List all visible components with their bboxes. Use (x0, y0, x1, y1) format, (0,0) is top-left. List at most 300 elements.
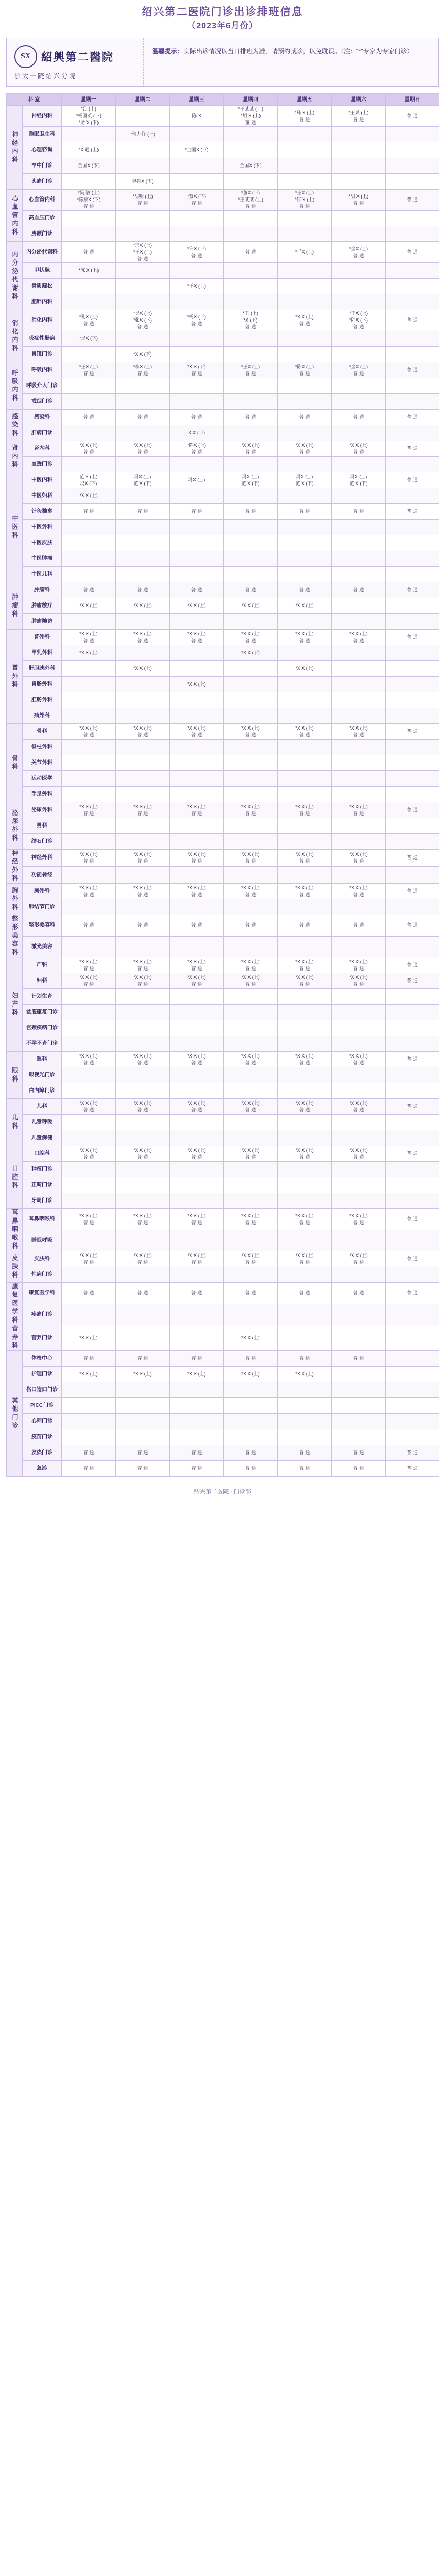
table-row (7, 582, 439, 598)
notice (144, 38, 438, 86)
table-row (7, 1020, 439, 1036)
category-cell: 神经外科 (7, 850, 23, 884)
schedule-cell (62, 567, 116, 582)
schedule-cell (386, 677, 439, 692)
schedule-cell (386, 294, 439, 310)
schedule-cell: 普 通 (62, 410, 116, 425)
schedule-cell: *X X (上) 普 通 (116, 884, 170, 899)
schedule-cell (332, 1398, 386, 1414)
schedule-cell: 普 通 (332, 915, 386, 937)
table-row (7, 1036, 439, 1052)
schedule-cell (62, 1304, 116, 1325)
schedule-cell: *金X (上) 普 通 (332, 242, 386, 263)
department-cell[interactable]: 中医肿瘤 (23, 551, 62, 567)
department-cell[interactable]: 眼科 (23, 1052, 62, 1067)
schedule-cell: *王X (上) 普 通 (62, 362, 116, 378)
schedule-cell (386, 598, 439, 614)
schedule-cell: *X 通 (上) (62, 142, 116, 158)
schedule-cell: 普 通 (386, 1283, 439, 1304)
department-cell[interactable]: 戒烟门诊 (23, 394, 62, 410)
schedule-cell: *金国X (下) (170, 142, 224, 158)
schedule-cell (278, 614, 332, 630)
department-cell[interactable]: 肾内科 (23, 441, 62, 457)
department-cell[interactable]: 体检中心 (23, 1351, 62, 1367)
schedule-cell: *X X (上) 普 通 (62, 850, 116, 867)
table-row (7, 787, 439, 802)
table-row (7, 1162, 439, 1177)
department-cell[interactable]: 消化内科 (23, 310, 62, 331)
department-cell[interactable]: 激光美容 (23, 936, 62, 957)
department-cell[interactable]: 营养门诊 (23, 1325, 62, 1351)
schedule-cell (386, 1193, 439, 1209)
schedule-cell: *X X (上) 普 通 (332, 1052, 386, 1067)
department-cell[interactable]: 盆底康复门诊 (23, 1005, 62, 1020)
department-cell[interactable]: 护理门诊 (23, 1367, 62, 1382)
department-cell[interactable]: 疫苗门诊 (23, 1429, 62, 1445)
schedule-cell (62, 378, 116, 394)
schedule-cell (224, 771, 278, 787)
department-cell[interactable]: 发热门诊 (23, 1445, 62, 1461)
department-cell[interactable]: 伤口造口门诊 (23, 1382, 62, 1398)
schedule-cell (386, 211, 439, 226)
department-cell[interactable]: 牙周门诊 (23, 1193, 62, 1209)
department-cell[interactable]: 针灸推拿 (23, 504, 62, 520)
schedule-cell: 普 通 (170, 410, 224, 425)
schedule-cell (116, 771, 170, 787)
department-cell[interactable]: 疼痛门诊 (23, 1304, 62, 1325)
department-cell[interactable]: 儿科 (23, 1099, 62, 1115)
schedule-cell (116, 535, 170, 551)
table-row (7, 347, 439, 362)
schedule-cell: 普 通 (386, 310, 439, 331)
schedule-cell: 普 通 (386, 242, 439, 263)
department-cell[interactable]: 肿瘤科 (23, 582, 62, 598)
schedule-cell: 普 通 (224, 1283, 278, 1304)
department-cell[interactable]: 肝胆胰外科 (23, 661, 62, 677)
department-cell[interactable]: 呼吸内科 (23, 362, 62, 378)
department-cell[interactable]: 骨科 (23, 724, 62, 740)
department-cell[interactable]: 不孕不育门诊 (23, 1036, 62, 1052)
schedule-cell: 范 X (上) 冯X (下) (62, 472, 116, 488)
schedule-cell: 普 通 (278, 1445, 332, 1461)
schedule-cell (224, 1115, 278, 1130)
schedule-cell: *X X (上) 普 通 (62, 884, 116, 899)
schedule-cell (224, 1130, 278, 1146)
schedule-cell (170, 818, 224, 834)
schedule-cell: *毛X (上) (278, 242, 332, 263)
table-row (7, 1005, 439, 1020)
schedule-cell: *X X (上) 普 通 (332, 441, 386, 457)
table-row (7, 1351, 439, 1367)
schedule-cell (116, 740, 170, 755)
department-cell[interactable]: 卒中门诊 (23, 158, 62, 174)
schedule-cell: *X X (上) 普 通 (278, 973, 332, 989)
department-cell[interactable]: 正畸门诊 (23, 1177, 62, 1193)
department-cell[interactable]: 骨质疏松 (23, 279, 62, 294)
schedule-cell (224, 535, 278, 551)
department-cell[interactable]: 甲乳外科 (23, 645, 62, 661)
department-cell[interactable]: 头痛门诊 (23, 174, 62, 190)
schedule-cell (332, 740, 386, 755)
schedule-cell (278, 936, 332, 957)
schedule-cell: *X X (上) 普 通 (224, 1209, 278, 1230)
schedule-cell (386, 936, 439, 957)
schedule-cell: *X X (上) 普 通 (332, 1209, 386, 1230)
schedule-cell: 普 通 (278, 504, 332, 520)
schedule-cell: *陈X (上) 普 通 (278, 362, 332, 378)
schedule-cell: *X X (上) 普 通 (116, 724, 170, 740)
schedule-cell (62, 866, 116, 884)
department-cell[interactable]: 宫颈疾病门诊 (23, 1020, 62, 1036)
department-cell[interactable]: 中医内科 (23, 472, 62, 488)
department-cell[interactable]: 呼吸介入门诊 (23, 378, 62, 394)
schedule-cell: 普 通 (62, 1445, 116, 1461)
schedule-cell: *X X (上) 普 通 (116, 1251, 170, 1267)
schedule-cell: *X X (上) 普 通 (170, 1251, 224, 1267)
page-header (0, 0, 445, 32)
department-cell[interactable]: 耳鼻咽喉科 (23, 1209, 62, 1230)
department-cell[interactable]: 神经外科 (23, 850, 62, 867)
schedule-cell (278, 211, 332, 226)
schedule-cell: 普 通 (116, 915, 170, 937)
schedule-cell (332, 279, 386, 294)
department-cell[interactable]: 计划生育 (23, 989, 62, 1005)
schedule-cell: *胡明 (上) 普 通 (116, 190, 170, 211)
schedule-cell: *X X (上) (224, 598, 278, 614)
schedule-cell: *X X (上) 普 通 (116, 1146, 170, 1162)
department-cell[interactable]: 胸外科 (23, 884, 62, 899)
schedule-cell: *王某 (上) 普 通 (332, 106, 386, 127)
schedule-cell: 冯X (上) (170, 472, 224, 488)
schedule-cell: *王某某 (上) *胡 X (上) 董 通 (224, 106, 278, 127)
department-cell[interactable]: 种植门诊 (23, 1162, 62, 1177)
schedule-cell (386, 818, 439, 834)
table-row (7, 211, 439, 226)
schedule-cell: 普 通 (278, 1351, 332, 1367)
department-cell[interactable]: 心理咨询 (23, 142, 62, 158)
table-row (7, 1193, 439, 1209)
schedule-cell (62, 708, 116, 724)
schedule-cell: *邢X (上) *王X (上) 普 通 (116, 242, 170, 263)
schedule-cell: *X X (上) 普 通 (170, 973, 224, 989)
schedule-cell: *X X (上) 普 通 (170, 957, 224, 973)
schedule-cell (116, 567, 170, 582)
department-cell[interactable]: 肿瘤放疗 (23, 598, 62, 614)
schedule-cell (386, 1162, 439, 1177)
schedule-cell (62, 1036, 116, 1052)
schedule-cell (278, 457, 332, 472)
schedule-cell (278, 899, 332, 915)
schedule-cell (62, 1267, 116, 1283)
department-cell[interactable]: 眼视光门诊 (23, 1067, 62, 1083)
schedule-cell (332, 771, 386, 787)
schedule-cell (224, 551, 278, 567)
header-day: 星期一 (62, 94, 116, 106)
schedule-cell (386, 127, 439, 142)
department-cell[interactable]: 中医妇科 (23, 488, 62, 504)
schedule-cell (224, 1020, 278, 1036)
schedule-cell (278, 1325, 332, 1351)
schedule-cell (386, 263, 439, 279)
schedule-cell: 普 通 (170, 504, 224, 520)
schedule-cell: *X X (上) 普 通 (224, 441, 278, 457)
schedule-cell (278, 1020, 332, 1036)
schedule-cell: 普 通 (332, 410, 386, 425)
schedule-cell (116, 708, 170, 724)
schedule-cell (386, 488, 439, 504)
schedule-cell: 冯X (上) 范 X (下) (332, 472, 386, 488)
department-cell[interactable]: 功能神经 (23, 866, 62, 884)
schedule-cell (224, 142, 278, 158)
schedule-cell (278, 158, 332, 174)
schedule-cell (224, 708, 278, 724)
department-cell[interactable]: 肝病门诊 (23, 425, 62, 441)
department-cell[interactable]: 睡眠卫生科 (23, 127, 62, 142)
department-cell[interactable]: 儿童呼吸 (23, 1115, 62, 1130)
department-cell[interactable]: 血透门诊 (23, 457, 62, 472)
schedule-cell (278, 488, 332, 504)
schedule-cell (332, 535, 386, 551)
schedule-cell: *X X (上) 普 通 (62, 957, 116, 973)
department-cell[interactable]: 胃镜门诊 (23, 347, 62, 362)
department-cell[interactable]: 肛肠外科 (23, 692, 62, 708)
department-cell[interactable]: 产科 (23, 957, 62, 973)
schedule-cell (332, 677, 386, 692)
department-cell[interactable]: 性病门诊 (23, 1267, 62, 1283)
schedule-cell (332, 263, 386, 279)
schedule-cell (62, 127, 116, 142)
schedule-cell (116, 520, 170, 535)
schedule-cell (62, 1230, 116, 1251)
schedule-cell (278, 347, 332, 362)
department-cell[interactable]: 中医皮肤 (23, 535, 62, 551)
department-cell[interactable]: 脊柱外科 (23, 740, 62, 755)
schedule-cell (278, 567, 332, 582)
schedule-cell (170, 755, 224, 771)
schedule-cell (170, 614, 224, 630)
schedule-cell (332, 1193, 386, 1209)
category-cell: 心血管内科 (7, 190, 23, 242)
table-row (7, 106, 439, 127)
schedule-cell (116, 936, 170, 957)
schedule-cell (62, 740, 116, 755)
department-cell[interactable]: 急诊 (23, 1461, 62, 1477)
department-cell[interactable]: 手足外科 (23, 787, 62, 802)
schedule-cell (116, 263, 170, 279)
department-cell[interactable]: 整形美容科 (23, 915, 62, 937)
schedule-cell (62, 347, 116, 362)
schedule-cell: 普 通 (386, 1461, 439, 1477)
schedule-cell: 普 通 (386, 1146, 439, 1162)
schedule-cell: *X X (上) (62, 488, 116, 504)
schedule-cell: 普 通 (386, 973, 439, 989)
schedule-cell (386, 279, 439, 294)
category-cell: 口腔科 (7, 1146, 23, 1209)
schedule-cell (224, 520, 278, 535)
schedule-cell: *金X (上) 普 通 (332, 362, 386, 378)
schedule-cell (332, 457, 386, 472)
schedule-cell: *王X (上) *何 X (上) 普 通 (278, 190, 332, 211)
department-cell[interactable]: 关节外科 (23, 755, 62, 771)
category-cell: 儿科 (7, 1099, 23, 1146)
department-cell[interactable]: 结石门诊 (23, 834, 62, 850)
schedule-cell (386, 899, 439, 915)
schedule-cell: *X X (上) 普 通 (278, 310, 332, 331)
department-cell[interactable]: 男科 (23, 818, 62, 834)
schedule-cell (386, 1230, 439, 1251)
schedule-cell (170, 1304, 224, 1325)
department-cell[interactable]: 房颤门诊 (23, 226, 62, 242)
schedule-cell (332, 127, 386, 142)
schedule-cell: *吴X (上) *张X (下) 普 通 (116, 310, 170, 331)
department-cell[interactable]: 心血管内科 (23, 190, 62, 211)
schedule-cell (170, 661, 224, 677)
schedule-cell: *X X (上) 普 通 (62, 630, 116, 645)
schedule-cell (116, 106, 170, 127)
schedule-cell (116, 425, 170, 441)
department-cell[interactable]: 内分泌代谢科 (23, 242, 62, 263)
department-cell[interactable]: 疝外科 (23, 708, 62, 724)
schedule-cell: 金国X (下) (62, 158, 116, 174)
schedule-cell (278, 708, 332, 724)
schedule-cell: *蔡X (下) 普 通 (170, 190, 224, 211)
schedule-cell (332, 567, 386, 582)
schedule-cell: *X X (上) 普 通 (224, 884, 278, 899)
schedule-cell (224, 661, 278, 677)
schedule-cell (62, 394, 116, 410)
department-cell[interactable]: 运动医学 (23, 771, 62, 787)
schedule-cell (170, 1267, 224, 1283)
department-cell[interactable]: 心理门诊 (23, 1414, 62, 1429)
table-row (7, 973, 439, 989)
schedule-cell: *X X (上) 普 通 (170, 884, 224, 899)
department-cell[interactable]: 肿瘤随访 (23, 614, 62, 630)
schedule-cell (116, 1020, 170, 1036)
department-cell[interactable]: 白内障门诊 (23, 1083, 62, 1099)
schedule-cell (278, 818, 332, 834)
schedule-cell (278, 1005, 332, 1020)
department-cell[interactable]: 妇科 (23, 973, 62, 989)
schedule-cell (62, 1382, 116, 1398)
department-cell[interactable]: 高血压门诊 (23, 211, 62, 226)
schedule-cell: *吴 敏 (上) *陈振X (下) 普 通 (62, 190, 116, 211)
schedule-cell (116, 279, 170, 294)
schedule-cell (224, 1230, 278, 1251)
schedule-cell (278, 1230, 332, 1251)
schedule-cell (224, 263, 278, 279)
schedule-cell (386, 1177, 439, 1193)
schedule-cell (116, 1325, 170, 1351)
schedule-cell (116, 1414, 170, 1429)
department-cell[interactable]: 肥胖内科 (23, 294, 62, 310)
schedule-cell (278, 1115, 332, 1130)
department-cell[interactable]: 肺结节门诊 (23, 899, 62, 915)
department-cell[interactable]: 胃肠外科 (23, 677, 62, 692)
department-cell[interactable]: 口腔科 (23, 1146, 62, 1162)
department-cell[interactable]: 中医外科 (23, 520, 62, 535)
department-cell[interactable]: 神经内科 (23, 106, 62, 127)
category-cell: 感染科 (7, 410, 23, 441)
schedule-cell (224, 127, 278, 142)
category-cell: 营养科 (7, 1325, 23, 1351)
schedule-cell (62, 551, 116, 567)
schedule-cell (224, 226, 278, 242)
schedule-cell (386, 787, 439, 802)
schedule-cell (170, 347, 224, 362)
schedule-cell (170, 834, 224, 850)
table-row (7, 142, 439, 158)
schedule-cell (386, 457, 439, 472)
schedule-cell: *X X (上) (278, 1367, 332, 1382)
schedule-cell (332, 158, 386, 174)
schedule-cell: *吕 (上) *杨国英 (下) *俞 X (下) (62, 106, 116, 127)
schedule-cell (224, 457, 278, 472)
table-row (7, 279, 439, 294)
schedule-cell (332, 1304, 386, 1325)
department-cell[interactable]: 泌尿外科 (23, 802, 62, 818)
category-cell: 呼吸内科 (7, 362, 23, 410)
department-cell[interactable]: 中医儿科 (23, 567, 62, 582)
schedule-cell (62, 457, 116, 472)
schedule-cell (62, 899, 116, 915)
department-cell[interactable]: 甲状腺 (23, 263, 62, 279)
schedule-cell (386, 425, 439, 441)
table-row (7, 174, 439, 190)
schedule-cell: *X X (上) (170, 598, 224, 614)
schedule-cell: *胡 X (上) 普 通 (332, 190, 386, 211)
schedule-cell (386, 708, 439, 724)
department-cell[interactable]: 睡眠呼吸 (23, 1230, 62, 1251)
department-cell[interactable]: PICC门诊 (23, 1398, 62, 1414)
department-cell[interactable]: 儿童保健 (23, 1130, 62, 1146)
schedule-cell (278, 740, 332, 755)
schedule-cell (224, 818, 278, 834)
table-row (7, 884, 439, 899)
department-cell[interactable]: 普外科 (23, 630, 62, 645)
schedule-cell (332, 347, 386, 362)
department-cell[interactable]: 皮肤科 (23, 1251, 62, 1267)
department-cell[interactable]: 康复医学科 (23, 1283, 62, 1304)
schedule-cell: *X X (上) 普 通 (62, 1099, 116, 1115)
schedule-cell (278, 1267, 332, 1283)
header-day: 星期二 (116, 94, 170, 106)
department-cell[interactable]: 感染科 (23, 410, 62, 425)
table-row (7, 488, 439, 504)
schedule-cell: *X X (上) 普 通 (170, 1146, 224, 1162)
schedule-cell (116, 1382, 170, 1398)
schedule-cell: *X X (上) 普 通 (278, 1251, 332, 1267)
schedule-cell (278, 331, 332, 347)
schedule-cell (224, 936, 278, 957)
category-cell: 内分泌代谢科 (7, 242, 23, 310)
schedule-cell (278, 279, 332, 294)
schedule-cell: 普 通 (386, 582, 439, 598)
table-row (7, 834, 439, 850)
table-row (7, 520, 439, 535)
schedule-cell (224, 1193, 278, 1209)
schedule-cell (224, 1414, 278, 1429)
schedule-cell: 普 通 (386, 1445, 439, 1461)
schedule-cell (170, 740, 224, 755)
schedule-cell (224, 425, 278, 441)
department-cell[interactable]: 炎症性肠病 (23, 331, 62, 347)
schedule-cell (332, 989, 386, 1005)
schedule-cell: *X X (上) 普 通 (224, 630, 278, 645)
schedule-cell (332, 755, 386, 771)
schedule-cell: *X X (上) (116, 1367, 170, 1382)
schedule-cell (62, 1162, 116, 1177)
table-row (7, 472, 439, 488)
